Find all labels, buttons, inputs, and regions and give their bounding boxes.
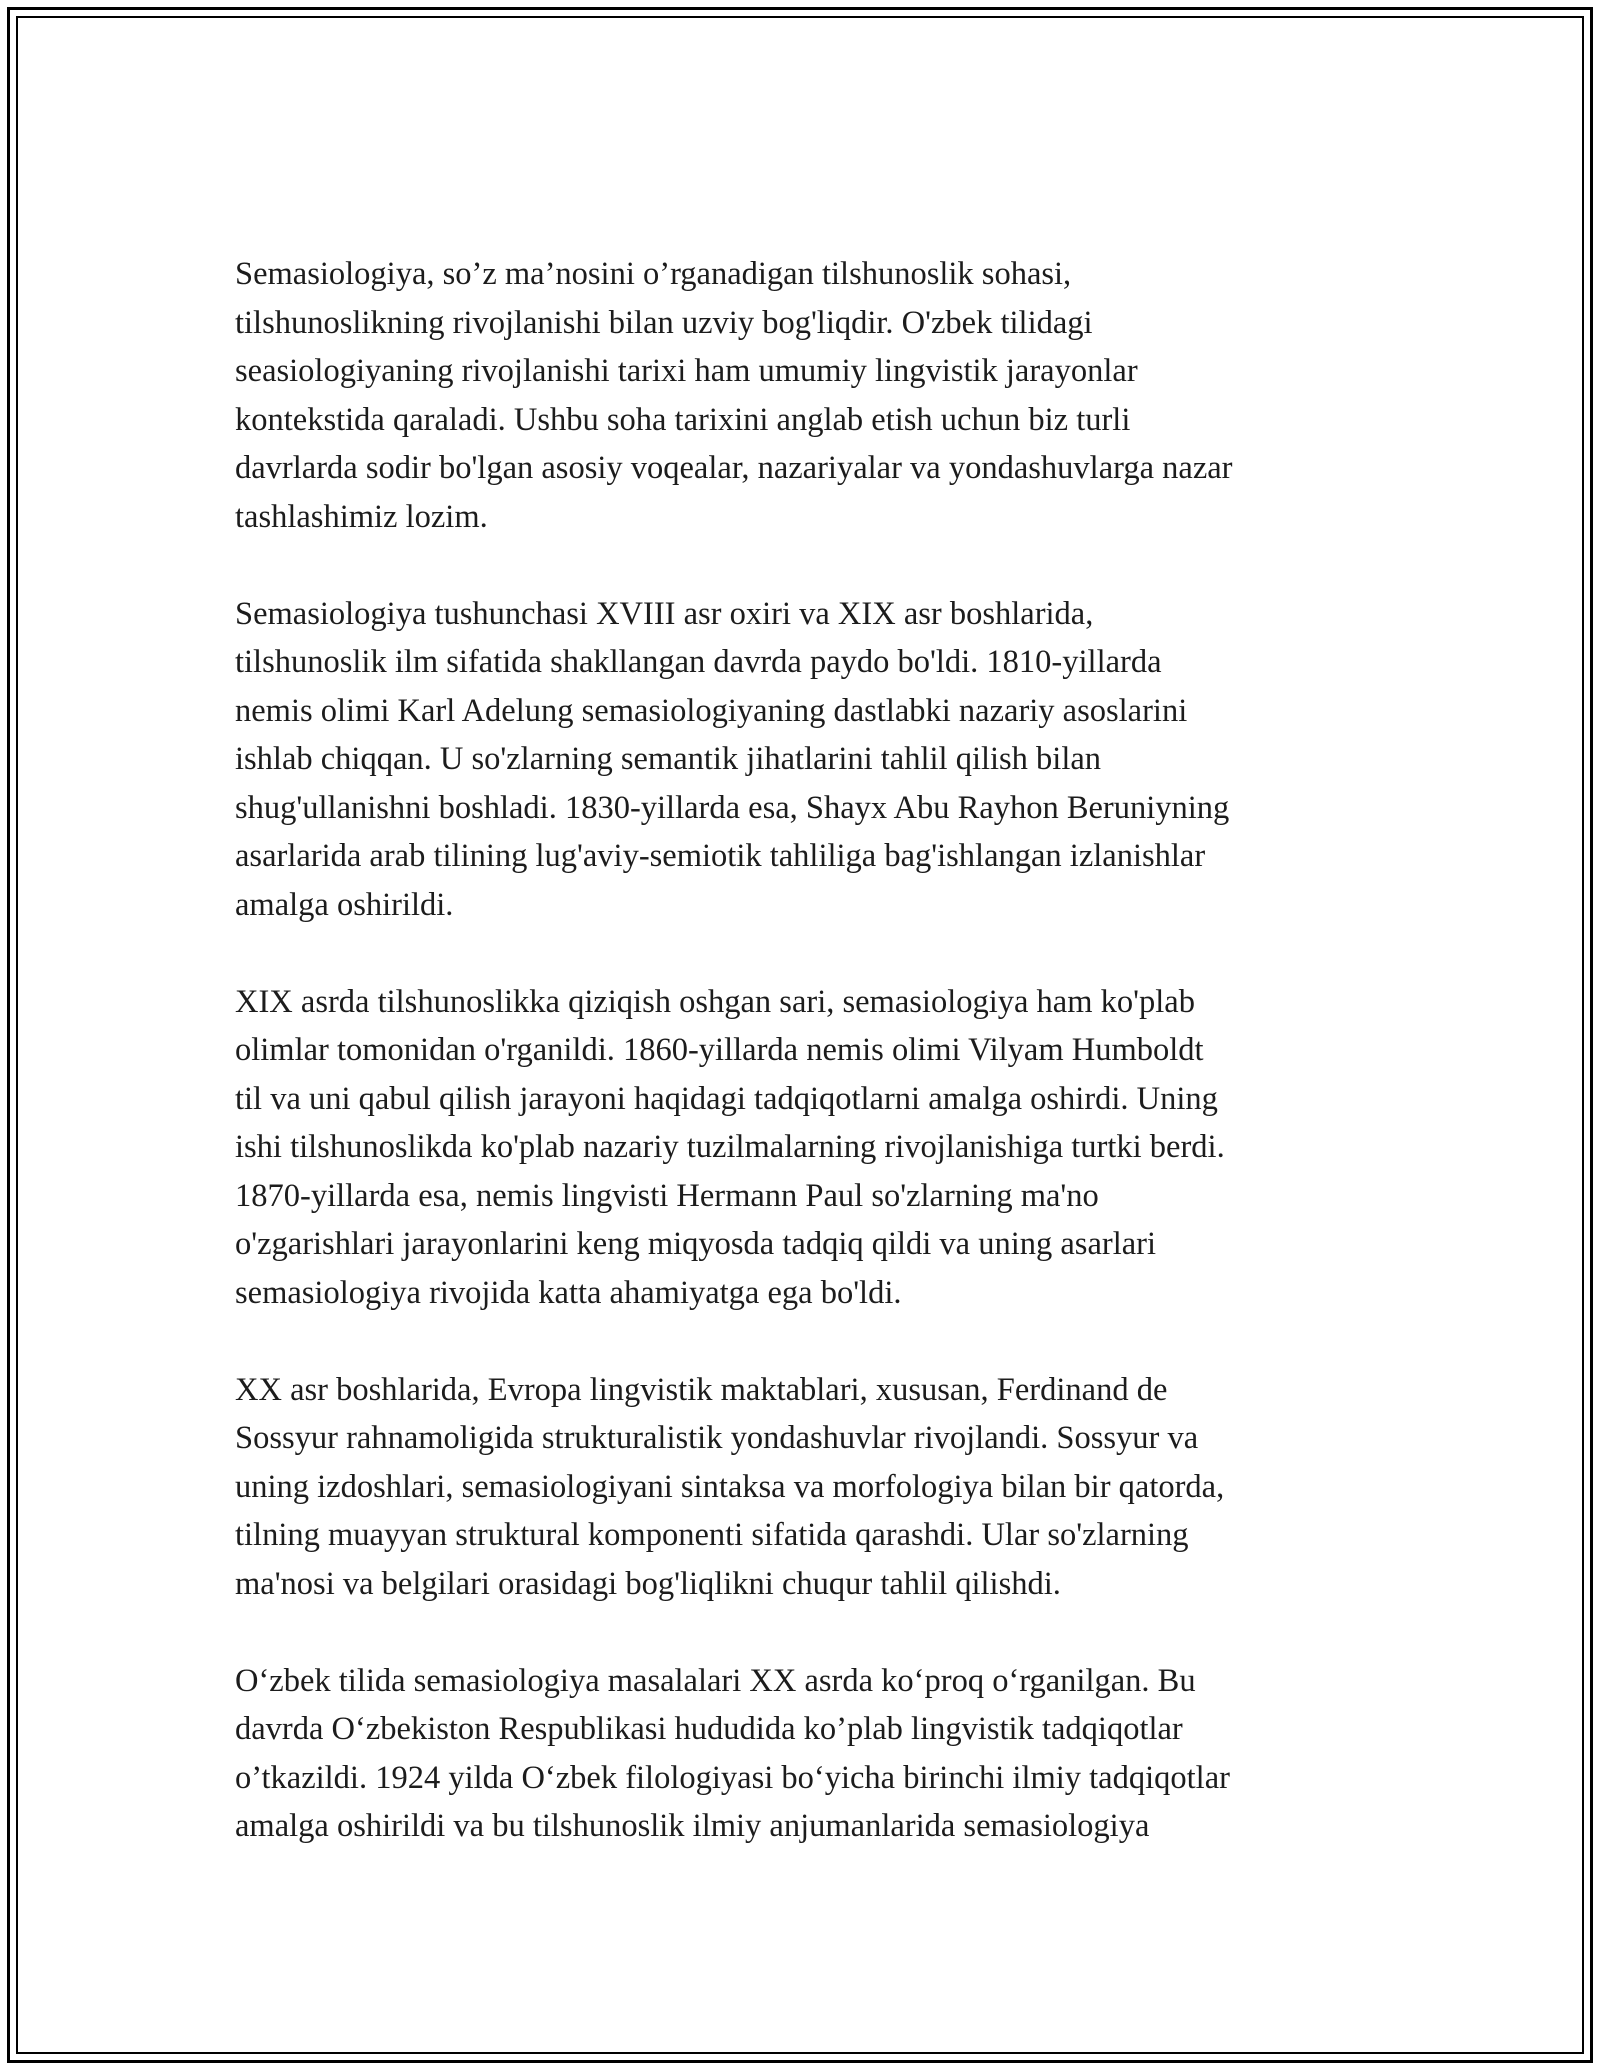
- text-line: XX asr boshlarida, Evropa lingvistik maktablari, xususan, Ferdinand de: [235, 1371, 1168, 1408]
- text-line: ma'nosi va belgilari orasidagi bog'liqlikni chuqur tahlil qilishdi.: [235, 1565, 1061, 1602]
- text-line: asarlarida arab tilining lug'aviy-semiotik tahliliga bag'ishlangan izlanishlar: [235, 838, 1206, 874]
- text-line: XIX asrda tilshunoslikka qiziqish oshgan sari, semasiologiya ham ko'plab: [235, 983, 1195, 1020]
- text-line: tilshunoslikning rivojlanishi bilan uzviy bog'liqdir. O'zbek tilidagi: [235, 304, 1093, 341]
- text-line: ishlab chiqqan. U so'zlarning semantik jihatlarini tahlil qilish bilan: [235, 741, 1102, 777]
- text-line: davrda O‘zbekiston Respublikasi hududida ko’plab lingvistik tadqiqotlar: [235, 1711, 1183, 1747]
- text-line: amalga oshirildi.: [235, 886, 454, 923]
- text-line: o’tkazildi. 1924 yilda O‘zbek filologiyasi bo‘yicha birinchi ilmiy tadqiqotlar: [235, 1759, 1230, 1796]
- text-line: tashlashimiz lozim.: [235, 498, 488, 535]
- document-body: [235, 250, 1375, 1899]
- text-line: kontekstida qaraladi. Ushbu soha tarixini anglab etish uchun biz turli: [235, 401, 1131, 438]
- paragraph-3: [235, 978, 1375, 1318]
- text-line: tilning muayyan struktural komponenti sifatida qarashdi. Ular so'zlarning: [235, 1517, 1189, 1553]
- text-line: til va uni qabul qilish jarayoni haqidagi tadqiqotlarni amalga oshirdi. Uning: [235, 1080, 1218, 1117]
- text-line: amalga oshirildi va bu tilshunoslik ilmiy anjumanlarida semasiologiya: [235, 1808, 1150, 1844]
- text-line: ishi tilshunoslikda ko'plab nazariy tuzilmalarning rivojlanishiga turtki berdi.: [235, 1129, 1225, 1165]
- paragraph-5: [235, 1657, 1375, 1851]
- text-line: seasiologiyaning rivojlanishi tarixi ham umumiy lingvistik jarayonlar: [235, 353, 1138, 389]
- text-line: tilshunoslik ilm sifatida shakllangan davrda paydo bo'ldi. 1810-yillarda: [235, 644, 1162, 680]
- text-line: Sossyur rahnamoligida strukturalistik yondashuvlar rivojlandi. Sossyur va: [235, 1420, 1199, 1456]
- text-line: uning izdoshlari, semasiologiyani sintaksa va morfologiya bilan bir qatorda,: [235, 1468, 1225, 1505]
- text-line: olimlar tomonidan o'rganildi. 1860-yillarda nemis olimi Vilyam Humboldt: [235, 1032, 1204, 1068]
- paragraph-4: [235, 1366, 1375, 1609]
- text-line: semasiologiya rivojida katta ahamiyatga ega bo'ldi.: [235, 1274, 902, 1311]
- paragraph-1: [235, 250, 1375, 541]
- paragraph-2: [235, 590, 1375, 930]
- text-line: o'zgarishlari jarayonlarini keng miqyosda tadqiq qildi va uning asarlari: [235, 1226, 1157, 1262]
- text-line: O‘zbek tilida semasiologiya masalalari XX asrda ko‘proq o‘rganilgan. Bu: [235, 1662, 1196, 1699]
- text-line: 1870-yillarda esa, nemis lingvisti Hermann Paul so'zlarning ma'no: [235, 1177, 1099, 1214]
- text-line: Semasiologiya, so’z ma’nosini o’rganadigan tilshunoslik sohasi,: [235, 256, 1072, 292]
- text-line: nemis olimi Karl Adelung semasiologiyaning dastlabki nazariy asoslarini: [235, 692, 1188, 729]
- text-line: davrlarda sodir bo'lgan asosiy voqealar, nazariyalar va yondashuvlarga nazar: [235, 450, 1233, 486]
- text-line: shug'ullanishni boshladi. 1830-yillarda esa, Shayx Abu Rayhon Beruniyning: [235, 789, 1230, 826]
- text-line: Semasiologiya tushunchasi XVIII asr oxiri va XIX asr boshlarida,: [235, 595, 1094, 632]
